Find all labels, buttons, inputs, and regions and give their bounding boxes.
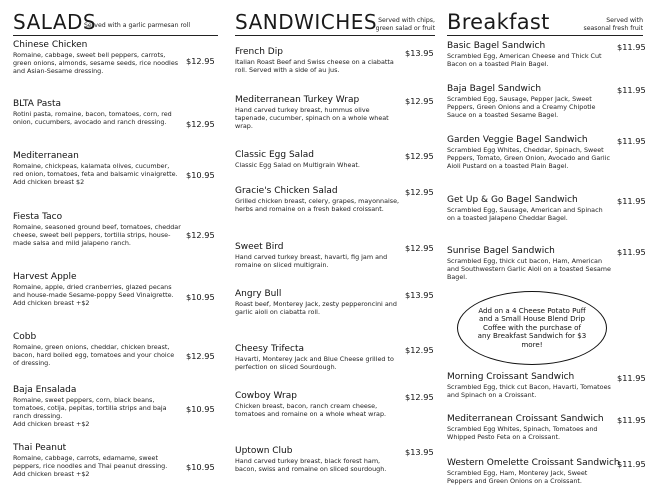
item-price: $11.95: [617, 459, 646, 469]
item-price: $12.95: [186, 230, 215, 240]
item-price: $13.95: [405, 290, 434, 300]
item-addon: Add chicken breast +$2: [13, 470, 90, 479]
item-description: Romaine, sweet peppers, corn, black beans, tomatoes, cotija, pepitas, tortilla strips and baja ranch dressing.: [13, 396, 167, 421]
sandwiches-subtitle: Served with chips, green salad or fruit: [375, 17, 435, 32]
menu-item-sweet-bird: [235, 242, 400, 269]
breakfast-column: [447, 0, 646, 504]
item-name: Baja Ensalada: [13, 385, 77, 395]
item-name: Basic Bagel Sandwich: [447, 41, 546, 51]
breakfast-header: [447, 6, 643, 36]
salads-header: [13, 6, 218, 36]
item-description: Chicken breast, bacon, ranch cream cheese, tomatoes and romaine on a whole wheat wrap.: [235, 402, 387, 419]
item-description: Hand carved turkey breast, havarti, fig jam and romaine on sliced multigrain.: [235, 253, 388, 270]
item-description: Romaine, apple, dried cranberries, glazed pecans and house-made Sesame-poppy Seed Vinaigrette.: [13, 283, 174, 300]
item-description: Scrambled Egg, Ham, Monterey Jack, Sweet Peppers and Green Onions on a Croissant.: [447, 469, 588, 486]
item-description: Italian Roast Beef and Swiss cheese on a ciabatta roll. Served with a side of au jus.: [235, 58, 394, 75]
item-description: Grilled chicken breast, celery, grapes, mayonnaise, herbs and romaine on a fresh baked croissant.: [235, 197, 400, 214]
menu-item-harvest-apple: [13, 272, 181, 307]
item-name: Baja Bagel Sandwich: [447, 84, 542, 94]
item-name: Cobb: [13, 332, 37, 342]
item-description: Scrambled Egg, Sausage, American and Spinach on a toasted Jalapeno Cheddar Bagel.: [447, 206, 603, 223]
item-addon: Add chicken breast +$2: [13, 299, 90, 308]
menu-item-garden-veggie-bagel-sandwich: [447, 135, 612, 170]
item-price: $12.95: [405, 187, 434, 197]
menu-item-basic-bagel-sandwich: [447, 41, 612, 68]
item-description: Scrambled Egg Whites, Spinach, Tomatoes and Whipped Pesto Feta on a Croissant.: [447, 425, 598, 442]
item-description: Rotini pasta, romaine, bacon, tomatoes, corn, red onion, cucumbers, avocado and ranch dressing.: [13, 110, 172, 127]
item-name: Angry Bull: [235, 289, 282, 299]
item-price: $12.95: [405, 392, 434, 402]
item-price: $10.95: [186, 292, 215, 302]
breakfast-subtitle: Served with seasonal fresh fruit: [583, 17, 643, 32]
item-description: Havarti, Monterey Jack and Blue Cheese grilled to perfection on sliced Sourdough.: [235, 355, 394, 372]
menu-item-western-omelette-croissant-sandwich: [447, 458, 620, 486]
item-name: Cheesy Trifecta: [235, 344, 305, 354]
item-price: $11.95: [617, 42, 646, 52]
item-description: Scrambled Egg, thick cut Bacon, Havarti, Tomatoes and Spinach on a Croissant.: [447, 383, 611, 400]
item-price: $13.95: [405, 48, 434, 58]
item-name: Western Omelette Croissant Sandwich: [447, 458, 620, 468]
item-name: BLTA Pasta: [13, 99, 62, 109]
item-description: Roast beef, Monterey Jack, zesty pepperoncini and garlic aioli on ciabatta roll.: [235, 300, 397, 317]
item-description: Romaine, green onions, cheddar, chicken breast, bacon, hard boiled egg, tomatoes and your choice of dressing.: [13, 343, 175, 368]
item-description: Scrambled Egg, Sausage, Pepper Jack, Sweet Peppers, Green Onions and a Creamy Chipotle Sauce on a toasted Sesame Bagel.: [447, 95, 596, 120]
sandwiches-column: [235, 0, 435, 504]
item-price: $13.95: [405, 447, 434, 457]
sandwiches-header: [235, 6, 435, 36]
item-name: Cowboy Wrap: [235, 391, 297, 401]
item-name: Thai Peanut: [13, 443, 67, 453]
item-name: Get Up & Go Bagel Sandwich: [447, 195, 578, 205]
menu-item-baja-ensalada: [13, 385, 181, 428]
item-price: $11.95: [617, 85, 646, 95]
menu-item-cowboy-wrap: [235, 391, 400, 418]
item-description: Classic Egg Salad on Multigrain Wheat.: [235, 161, 360, 169]
promo-text: Add on a 4 Cheese Potato Puff and a Small House Blend Drip Coffee with the purchase of any Breakfast Sandwich for $3 more!: [477, 305, 587, 349]
item-price: $11.95: [617, 196, 646, 206]
item-description: Romaine, cabbage, carrots, edamame, sweet peppers, rice noodles and Thai peanut dressing.: [13, 454, 168, 471]
promo-callout: [457, 291, 607, 365]
item-name: Sunrise Bagel Sandwich: [447, 246, 555, 256]
menu-item-cobb: [13, 332, 181, 367]
item-name: Mediterranean Turkey Wrap: [235, 95, 360, 105]
item-price: $12.95: [186, 351, 215, 361]
item-name: Classic Egg Salad: [235, 150, 314, 160]
item-price: $12.95: [186, 56, 215, 66]
item-price: $11.95: [617, 136, 646, 146]
item-name: French Dip: [235, 47, 283, 57]
item-name: Fiesta Taco: [13, 212, 63, 222]
item-name: Mediterranean: [13, 151, 79, 161]
item-price: $12.95: [186, 119, 215, 129]
salads-subtitle: Served with a garlic parmesan roll: [84, 21, 191, 29]
menu-item-mediterranean: [13, 151, 181, 186]
item-description: Romaine, chickpeas, kalamata olives, cucumber, red onion, tomatoes, feta and balsamic vinaigrette.: [13, 162, 178, 179]
item-price: $10.95: [186, 462, 215, 472]
item-name: Harvest Apple: [13, 272, 77, 282]
item-name: Mediterranean Croissant Sandwich: [447, 414, 604, 424]
item-name: Morning Croissant Sandwich: [447, 372, 575, 382]
menu-item-chinese-chicken: [13, 40, 181, 75]
item-description: Scrambled Egg Whites, Cheddar, Spinach, Sweet Peppers, Tomato, Green Onion, Avocado and Garlic Aioli Pustard on a toasted Plain Bagel.: [447, 146, 610, 171]
item-addon: Add chicken breast $2: [13, 178, 85, 187]
item-description: Hand carved turkey breast, hummus olive tapenade, cucumber, spinach on a whole wheat wrap.: [235, 106, 389, 131]
menu-item-get-up-and-go-bagel-sandwich: [447, 195, 612, 222]
menu-item-cheesy-trifecta: [235, 344, 400, 371]
item-name: Sweet Bird: [235, 242, 284, 252]
salads-title: SALADS: [13, 10, 97, 34]
breakfast-title: Breakfast: [447, 10, 550, 34]
item-price: $11.95: [617, 373, 646, 383]
menu-item-mediterranean-turkey-wrap: [235, 95, 400, 130]
item-price: $12.95: [405, 96, 434, 106]
item-name: Chinese Chicken: [13, 40, 88, 50]
menu-item-angry-bull: [235, 289, 400, 316]
item-name: Gracie's Chicken Salad: [235, 186, 338, 196]
item-price: $12.95: [405, 151, 434, 161]
menu-item-fiesta-taco: [13, 212, 181, 247]
menu-item-blta-pasta: [13, 99, 181, 126]
item-name: Garden Veggie Bagel Sandwich: [447, 135, 588, 145]
item-price: $12.95: [405, 243, 434, 253]
item-price: $11.95: [617, 247, 646, 257]
item-price: $10.95: [186, 170, 215, 180]
menu-item-gracies-chicken-salad: [235, 186, 400, 213]
item-price: $10.95: [186, 404, 215, 414]
menu-item-classic-egg-salad: [235, 150, 400, 169]
item-name: Uptown Club: [235, 446, 293, 456]
menu-item-baja-bagel-sandwich: [447, 84, 612, 119]
sandwiches-title: SANDWICHES: [235, 10, 378, 34]
item-description: Scrambled Egg, American Cheese and Thick Cut Bacon on a toasted Plain Bagel.: [447, 52, 602, 69]
item-addon: Add chicken breast +$2: [13, 420, 90, 429]
salads-column: [13, 0, 218, 504]
item-description: Romaine, cabbage, sweet bell peppers, carrots, green onions, almonds, sesame seeds, rice noodles and Asian-Sesame dressing.: [13, 51, 179, 76]
menu-item-sunrise-bagel-sandwich: [447, 246, 612, 281]
item-price: $11.95: [617, 415, 646, 425]
menu-item-uptown-club: [235, 446, 400, 473]
menu-item-french-dip: [235, 47, 400, 74]
item-description: Romaine, seasoned ground beef, tomatoes, cheddar cheese, sweet bell peppers, tortilla strips, house-made salsa and mild jalapeno ranch.: [13, 223, 181, 248]
item-price: $12.95: [405, 345, 434, 355]
menu-item-morning-croissant-sandwich: [447, 372, 612, 399]
menu-item-thai-peanut: [13, 443, 181, 478]
item-description: Hand carved turkey breast, black forest ham, bacon, swiss and romaine on sliced sourdough.: [235, 457, 387, 474]
item-description: Scrambled Egg, thick cut bacon, Ham, American and Southwestern Garlic Aioli on a toasted Sesame Bagel.: [447, 257, 611, 282]
menu-item-mediterranean-croissant-sandwich: [447, 414, 612, 441]
